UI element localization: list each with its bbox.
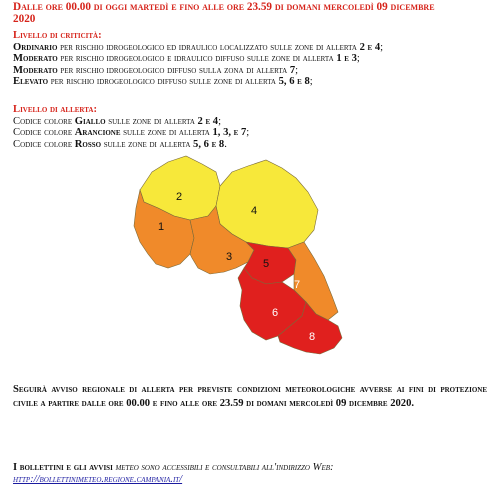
criticality-item: Moderato per rischio idrogeologico diffuso sulla zona di allerta 7; bbox=[13, 64, 299, 76]
criticality-label: Moderato bbox=[13, 64, 58, 76]
zone-label-4: 4 bbox=[251, 205, 258, 217]
criticality-header: Livello di criticità: bbox=[13, 30, 102, 41]
alert-item: Codice colore Giallo sulle zone di allerta 2 e 4; bbox=[13, 115, 222, 127]
criticality-item: Elevato per rischio idrogeologico diffuso sulle zone di allerta 5, 6 e 8; bbox=[13, 76, 313, 88]
alert-zones: 5, 6 e 8 bbox=[193, 138, 225, 150]
criticality-zones: 5, 6 e 8 bbox=[278, 76, 310, 88]
criticality-item: Ordinario per rischio idrogeologico ed idraulico localizzato sulle zone di allerta 2 e 4; bbox=[13, 41, 384, 53]
alert-zones: 1, 3, e 7 bbox=[212, 127, 247, 139]
intro-line-2: 2020 bbox=[13, 12, 36, 25]
criticality-label: Ordinario bbox=[13, 41, 58, 53]
campania-alert-map bbox=[128, 150, 360, 362]
alert-color-name: Giallo bbox=[74, 115, 106, 127]
regional-notice: Seguirà avviso regionale di allerta per previste condizioni meteorologiche avverse ai fini di protezione civile a partire dalle ore 00.00 e fino alle ore 23.59 di domani mercoledì 09 dicembre 2020. bbox=[13, 384, 487, 409]
bulletin-info bbox=[13, 462, 487, 486]
alert-color-name: Rosso bbox=[74, 138, 102, 150]
zone-label-6: 6 bbox=[272, 307, 279, 319]
criticality-zones: 7 bbox=[289, 64, 296, 76]
alert-item: Codice colore Rosso sulle zone di allerta 5, 6 e 8. bbox=[13, 138, 227, 150]
bulletin-info-bold: I bollettini e gli avvisi bbox=[13, 462, 113, 473]
zone-label-3: 3 bbox=[226, 251, 233, 263]
alert-section bbox=[13, 104, 493, 150]
zone-label-7: 7 bbox=[294, 279, 301, 291]
zone-label-8: 8 bbox=[309, 331, 316, 343]
alert-item: Codice colore Arancione sulle zone di allerta 1, 3, e 7; bbox=[13, 127, 250, 139]
criticality-zones: 2 e 4 bbox=[359, 41, 381, 53]
zone-label-2: 2 bbox=[176, 191, 183, 203]
intro-heading bbox=[13, 2, 483, 26]
zone-label-1: 1 bbox=[158, 221, 165, 233]
criticality-label: Elevato bbox=[13, 76, 49, 88]
alert-zones: 2 e 4 bbox=[197, 115, 219, 127]
criticality-item: Moderato per rischio idrogeologico e idraulico diffuso sulle zone di allerta 1 e 3; bbox=[13, 53, 360, 65]
bulletin-info-text: meteo sono accessibili e consultabili all'indirizzo Web: bbox=[112, 462, 334, 473]
bulletin-link[interactable]: http://bollettinimeteo.regione.campania.it/ bbox=[13, 474, 183, 485]
criticality-zones: 1 e 3 bbox=[336, 53, 357, 65]
intro-line-1: Dalle ore 00.00 di oggi martedì e fino alle ore 23.59 di domani mercoledì 09 dicembre bbox=[13, 1, 435, 13]
alert-color-name: Arancione bbox=[74, 127, 121, 139]
alert-header: Livello di allerta: bbox=[13, 104, 97, 115]
criticality-label: Moderato bbox=[13, 53, 58, 65]
criticality-section bbox=[13, 30, 493, 88]
zone-label-5: 5 bbox=[263, 258, 270, 270]
